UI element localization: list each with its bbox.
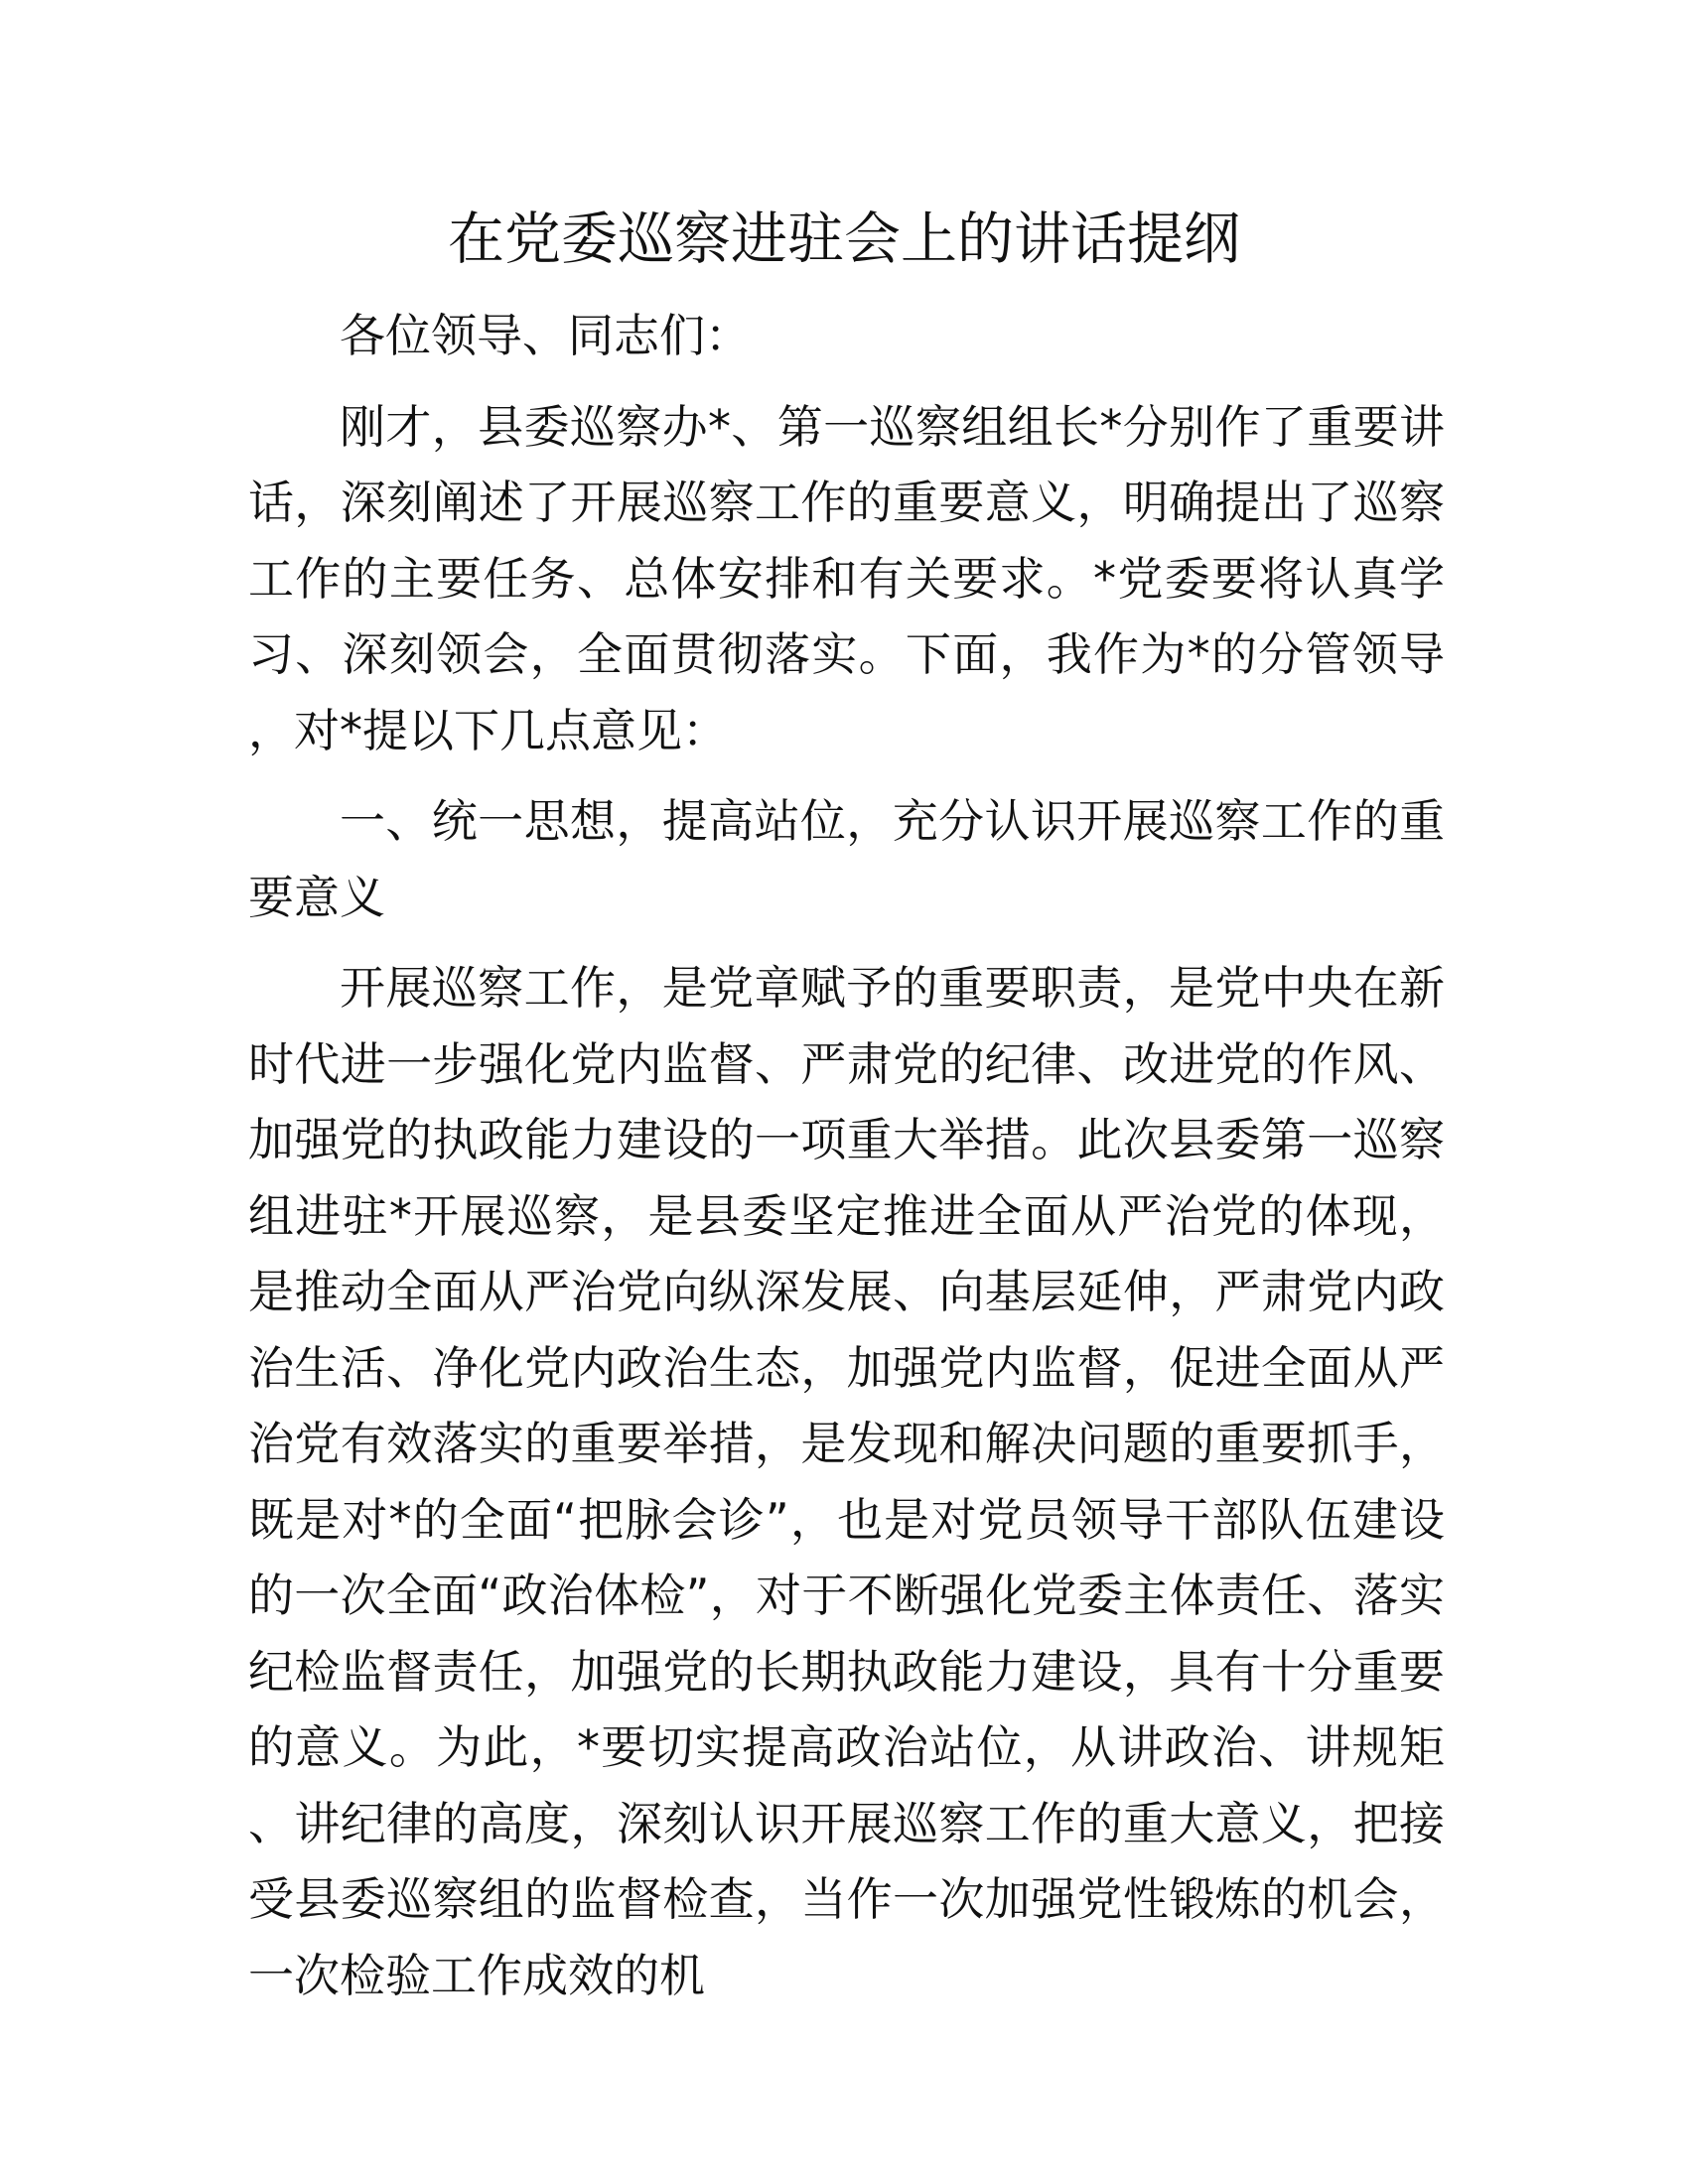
paragraph-intro: 刚才，县委巡察办*、第一巡察组组长*分别作了重要讲话，深刻阐述了开展巡察工作的重要意义，明确提出了巡察工作的主要任务、总体安排和有关要求。*党委要将认真学习、深刻领会，全面贯彻落实。下面，我作为*的分管领导，对*提以下几点意见：: [248, 399, 1445, 757]
salutation: 各位领导、同志们：: [340, 309, 751, 362]
document-title: 在党委巡察进驻会上的讲话提纲: [448, 206, 1240, 272]
section-heading-1: 一、统一思想，提高站位，充分认识开展巡察工作的重要意义: [248, 794, 1445, 924]
paragraph-section-1: 开展巡察工作，是党章赋予的重要职责，是党中央在新时代进一步强化党内监督、严肃党的纪律、改进党的作风、加强党的执政能力建设的一项重大举措。此次县委第一巡察组进驻*开展巡察，是县委坚定推进全面从严治党的体现，是推动全面从严治党向纵深发展、向基层延伸，严肃党内政治生活、净化党内政治生态，加强党内监督，促进全面从严治党有效落实的重要举措，是发现和解决问题的重要抓手，既是对*的全面“把脉会诊”，也是对党员领导干部队伍建设的一次全面“政治体检”，对于不断强化党委主体责任、落实纪检监督责任，加强党的长期执政能力建设，具有十分重要的意义。为此，*要切实提高政治站位，从讲政治、讲规矩、讲纪律的高度，深刻认识开展巡察工作的重大意义，把接受县委巡察组的监督检查，当作一次加强党性锻炼的机会，一次检验工作成效的机: [248, 961, 1445, 2002]
document-body: [248, 298, 1445, 2028]
